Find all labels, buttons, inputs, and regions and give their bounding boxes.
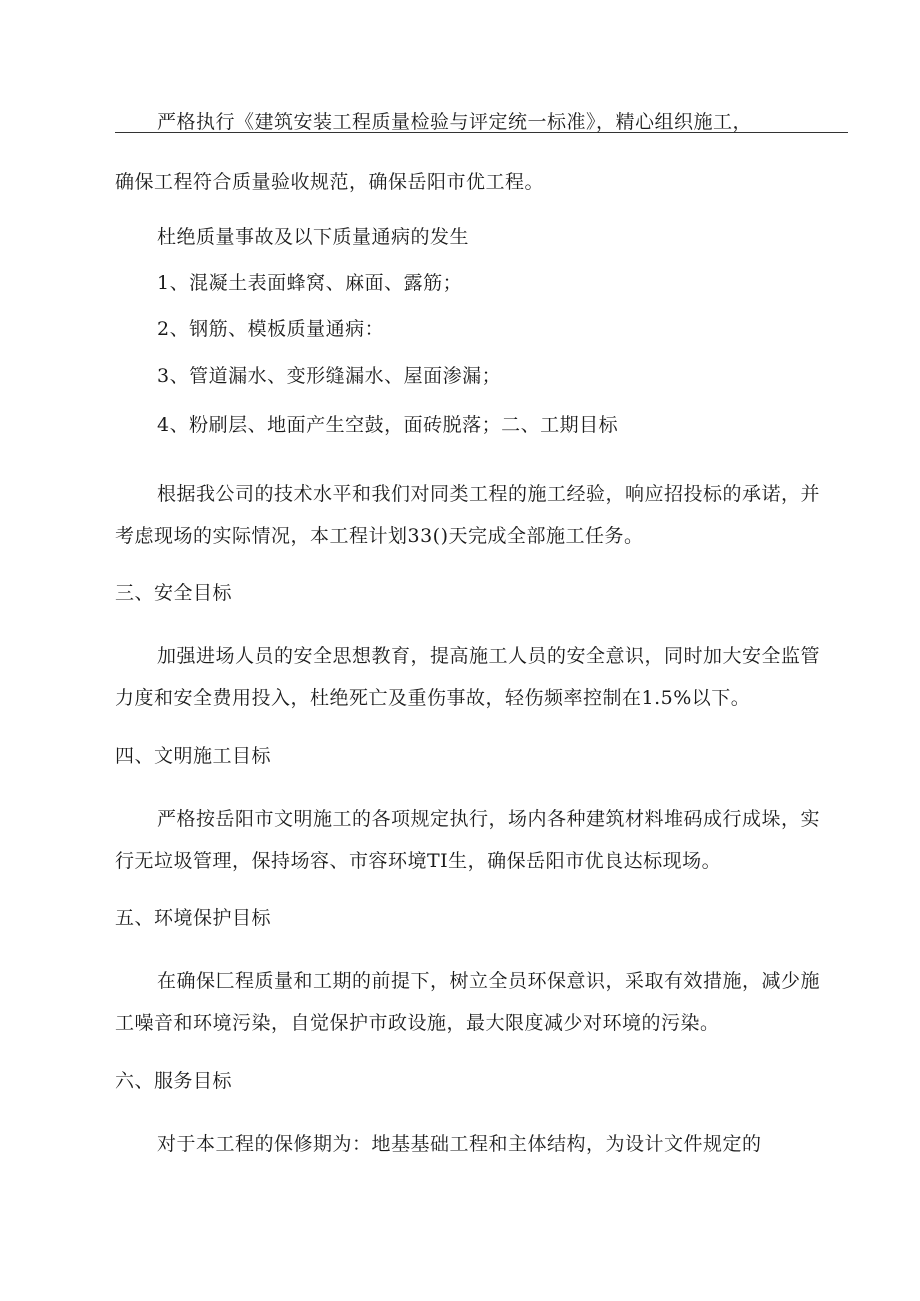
paragraph-line: 力度和安全费用投入，杜绝死亡及重伤事故，轻伤频率控制在1.5%以下。 (115, 687, 751, 709)
list-item: 3、管道漏水、变形缝漏水、屋面渗漏； (157, 365, 502, 387)
paragraph-line: 杜绝质量事故及以下质量通病的发生 (157, 226, 470, 248)
list-item: 2、钢筋、模板质量通病： (157, 318, 385, 340)
section-heading: 五、环境保护目标 (115, 907, 272, 929)
paragraph-line: 行无垃圾管理，保持场容、市容环境TI生，确保岳阳市优良达标现场。 (115, 850, 722, 872)
paragraph-line: 确保工程符合质量验收规范，确保岳阳市优工程。 (115, 171, 545, 193)
paragraph-line: 工噪音和环境污染，自觉保护市政设施，最大限度减少对环境的污染。 (115, 1012, 720, 1034)
section-heading: 六、服务目标 (115, 1070, 233, 1092)
list-item: 4、粉刷层、地面产生空鼓，面砖脱落；二、工期目标 (157, 414, 619, 436)
paragraph-line: 严格执行《建筑安装工程质量检验与评定统一标准》，精心组织施工， (157, 111, 753, 133)
paragraph-line: 在确保匚程质量和工期的前提下，树立全员环保意识，采取有效措施，减少施 (157, 970, 821, 992)
paragraph-line: 考虑现场的实际情况，本工程计划33()天完成全部施工任务。 (115, 525, 644, 547)
paragraph-line: 对于本工程的保修期为：地基基础工程和主体结构，为设计文件规定的 (157, 1133, 762, 1155)
paragraph-line: 加强进场人员的安全思想教育，提高施工人员的安全意识，同时加大安全监管 (157, 645, 821, 667)
section-heading: 三、安全目标 (115, 582, 233, 604)
paragraph-line: 根据我公司的技术水平和我们对同类工程的施工经验，响应招投标的承诺，并 (157, 483, 821, 505)
list-item: 1、混凝土表面蜂窝、麻面、露筋； (157, 272, 463, 294)
paragraph-line: 严格按岳阳市文明施工的各项规定执行，场内各种建筑材料堆码成行成垛，实 (157, 808, 821, 830)
section-heading: 四、文明施工目标 (115, 745, 272, 767)
